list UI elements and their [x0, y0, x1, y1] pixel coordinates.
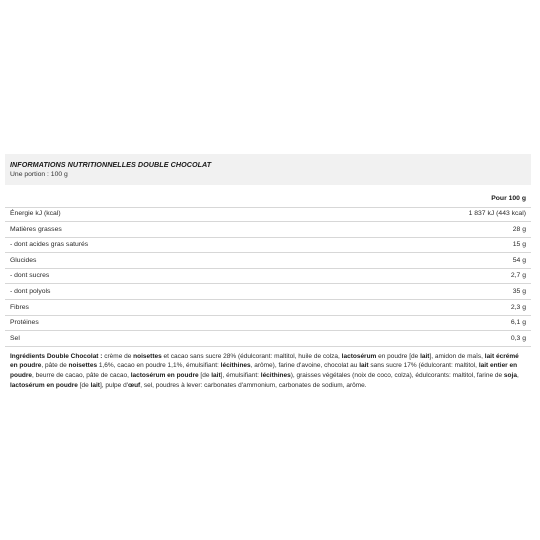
ingredient-text: crème de: [102, 352, 134, 360]
nutrient-value: 15 g: [512, 241, 526, 249]
ingredient-highlight: lactosérum: [341, 352, 377, 360]
ingredient-text: ], pulpe d': [99, 381, 128, 389]
nutrient-label: Fibres: [10, 303, 29, 311]
nutrient-value: 2,3 g: [510, 303, 526, 311]
ingredient-highlight: lait: [420, 352, 430, 360]
nutrient-value: 2,7 g: [510, 272, 526, 280]
nutrient-value: 28 g: [512, 225, 526, 233]
nutrient-label: - dont sucres: [10, 272, 50, 280]
nutrient-label: - dont polyols: [10, 287, 51, 295]
nutrient-value: 6,1 g: [510, 319, 526, 327]
ingredient-highlight: lactosérum en poudre: [130, 371, 199, 379]
ingredient-text: et cacao sans sucre 28% (édulcorant: maltitol, huile de colza,: [161, 352, 342, 360]
nutrient-value: 35 g: [512, 287, 526, 295]
ingredient-text: 1,6%, cacao en poudre 1,1%, émulsifiant:: [97, 362, 221, 370]
ingredient-text: [de: [77, 381, 91, 389]
ingredient-highlight: lécithines: [260, 371, 291, 379]
nutrition-table: [5, 208, 531, 347]
ingredient-text: , sel, poudres à lever: carbonates d'ammonium, carbonates de sodium, arôme.: [140, 381, 367, 389]
nutrient-label: Sel: [10, 334, 20, 342]
nutrient-value: 1 837 kJ (443 kcal): [468, 210, 526, 217]
ingredient-highlight: lait écrémé en poudre: [10, 352, 519, 370]
ingredient-text: ], amidon de maïs,: [429, 352, 485, 360]
ingredient-highlight: soja: [503, 371, 517, 379]
ingredient-text: , arôme), farine d'avoine, chocolat au: [250, 362, 360, 370]
nutrition-title: INFORMATIONS NUTRITIONNELLES DOUBLE CHOCOLAT: [10, 160, 212, 169]
nutrient-value: 54 g: [512, 256, 526, 264]
ingredient-highlight: Ingrédients Double Chocolat :: [10, 352, 103, 360]
ingredient-text: [de: [198, 371, 212, 379]
nutrition-row: [5, 269, 531, 285]
nutrient-label: Matières grasses: [10, 225, 62, 233]
nutrition-row: [5, 253, 531, 269]
ingredient-highlight: noisettes: [133, 352, 162, 360]
nutrient-label: - dont acides gras saturés: [10, 241, 89, 249]
ingredient-text: sans sucre 17% (édulcorant: maltitol,: [368, 362, 479, 370]
nutrition-row: [5, 238, 531, 254]
nutrition-row: [5, 208, 531, 222]
ingredient-text: en poudre [de: [376, 352, 421, 360]
ingredient-text: ), graisses végétales (noix de coco, colza), édulcorants: maltitol, farine de: [290, 371, 504, 379]
ingredient-text: , pâte de: [41, 362, 69, 370]
ingredient-highlight: lactosérum en poudre: [10, 381, 78, 389]
nutrition-row: [5, 284, 531, 300]
nutrient-value: 0,3 g: [510, 334, 526, 342]
ingredient-text: ], émulsifiant:: [220, 371, 261, 379]
ingredients-text: [5, 347, 531, 390]
ingredient-highlight: lait: [211, 371, 221, 379]
ingredient-highlight: lait: [90, 381, 100, 389]
nutrition-row: [5, 316, 531, 332]
nutrition-row: [5, 222, 531, 238]
ingredient-text: ,: [516, 371, 519, 379]
column-header-label: Pour 100 g: [491, 195, 526, 202]
nutrient-label: Glucides: [10, 256, 37, 264]
nutrient-label: Protéines: [10, 319, 39, 327]
column-header: [5, 191, 531, 208]
ingredient-highlight: lait entier en poudre: [10, 362, 518, 379]
nutrition-header: [5, 154, 531, 185]
ingredient-highlight: noisettes: [68, 362, 98, 370]
ingredient-highlight: lait: [359, 362, 369, 370]
nutrient-label: Énergie kJ (kcal): [10, 210, 61, 217]
ingredient-highlight: œuf: [127, 381, 141, 389]
nutrition-panel: [5, 154, 531, 390]
nutrition-row: [5, 331, 531, 347]
ingredient-highlight: lécithines: [220, 362, 251, 370]
nutrition-row: [5, 300, 531, 316]
ingredient-text: , beurre de cacao, pâte de cacao,: [32, 371, 131, 379]
portion-size: Une portion : 100 g: [10, 171, 68, 178]
